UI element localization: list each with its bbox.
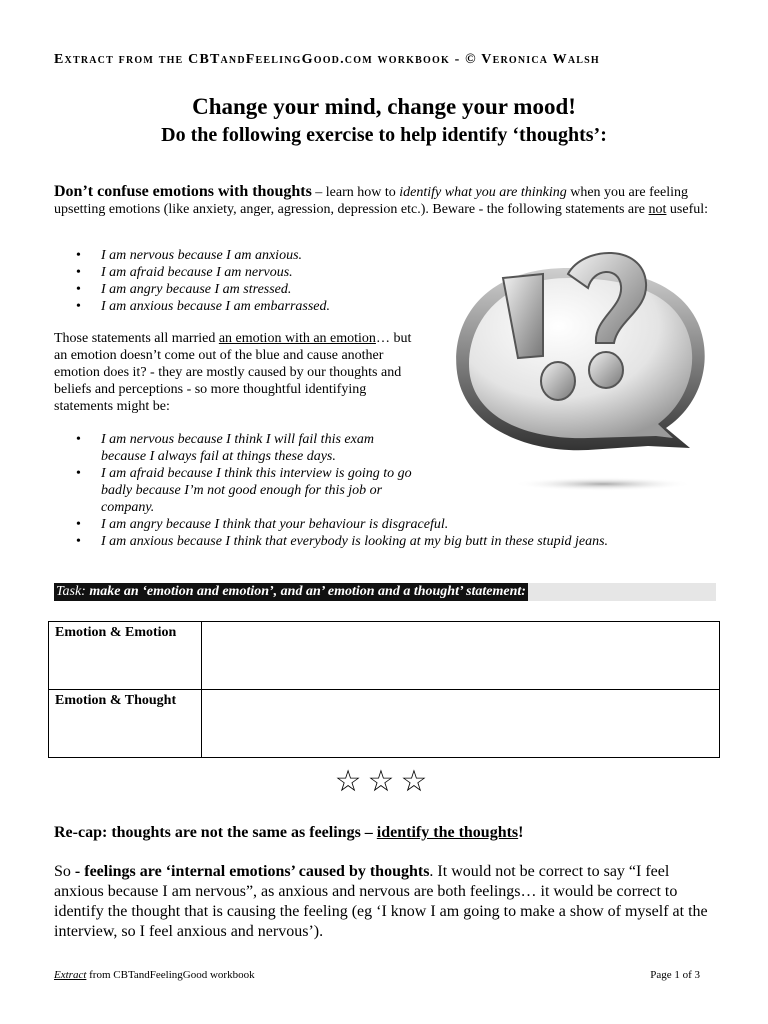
page-number: Page 1 of 3 bbox=[650, 969, 700, 981]
star-divider-icon: ☆☆☆ bbox=[334, 764, 434, 799]
explanation-text: Those statements all married bbox=[54, 331, 219, 346]
recap-underlined: identify the thoughts bbox=[376, 824, 519, 841]
exercise-table bbox=[48, 621, 720, 758]
list-item: • I am nervous because I am anxious. bbox=[76, 247, 330, 264]
task-prefix: Task: bbox=[56, 584, 86, 599]
answer-cell-emotion-emotion[interactable] bbox=[202, 622, 720, 690]
list-item: • I am angry because I am stressed. bbox=[76, 281, 330, 298]
summary-rest: . It would not be correct to say “I feel anxious because I am nervous”, as anxious and nervous are both feelings… it would be correct to identify the thought that is causing the feeling (eg ‘I know I am going to make a show of myself at the interview, so I feel anxious and nervous’). bbox=[54, 863, 708, 940]
footer-source bbox=[54, 969, 255, 981]
row-label: Emotion & Thought bbox=[49, 690, 202, 758]
list-item: • I am anxious because I think that everybody is looking at my big butt in these stupid jeans. bbox=[76, 533, 696, 550]
list-item: • I am afraid because I think this interview is going to go badly because I’m not good enough for this job or company. bbox=[76, 465, 421, 516]
explanation-paragraph bbox=[54, 330, 412, 415]
page-subtitle: Do the following exercise to help identify ‘thoughts’: bbox=[161, 124, 607, 146]
page-title: Change your mind, change your mood! bbox=[192, 94, 576, 119]
task-text: make an ‘emotion and emotion’, and an’ emotion and a thought’ statement: bbox=[85, 584, 526, 599]
summary-bold: - feelings are ‘internal emotions’ caused by thoughts bbox=[74, 863, 430, 880]
document-header: Extract from the CBTandFeelingGood.com workbook - © Veronica Walsh bbox=[54, 52, 600, 67]
task-label bbox=[54, 583, 528, 601]
list-item: • I am afraid because I am nervous. bbox=[76, 264, 330, 281]
summary-start: So bbox=[54, 863, 75, 880]
intro-dash: – learn how to bbox=[311, 185, 400, 200]
table-row bbox=[49, 690, 720, 758]
good-statements-list bbox=[76, 431, 696, 550]
list-item: • I am angry because I think that your behaviour is disgraceful. bbox=[76, 516, 696, 533]
intro-paragraph bbox=[54, 183, 714, 218]
explanation-text-2: … but an emotion doesn’t come out of the blue and cause another emotion does it? - they are mostly caused by our thoughts and beliefs and perceptions - so more thoughtful identifying statements might be: bbox=[54, 331, 412, 414]
table-row bbox=[49, 622, 720, 690]
row-label: Emotion & Emotion bbox=[49, 622, 202, 690]
recap-text: Re-cap: thoughts are not the same as feelings – bbox=[54, 824, 377, 841]
task-bar bbox=[54, 583, 716, 601]
recap-end: ! bbox=[518, 824, 524, 841]
answer-cell-emotion-thought[interactable] bbox=[202, 690, 720, 758]
footer-extract: Extract bbox=[54, 969, 87, 981]
list-item: • I am nervous because I think I will fail this exam because I always fail at things these days. bbox=[76, 431, 421, 465]
intro-rest-2: useful: bbox=[666, 202, 709, 217]
footer-from: from CBTandFeelingGood workbook bbox=[86, 969, 255, 981]
intro-emphasis: identify what you are thinking bbox=[399, 185, 567, 200]
summary-paragraph bbox=[54, 862, 714, 942]
bad-statements-list bbox=[76, 247, 330, 315]
list-item: • I am anxious because I am embarrassed. bbox=[76, 298, 330, 315]
intro-not: not bbox=[648, 202, 667, 217]
intro-lead: Don’t confuse emotions with thoughts bbox=[54, 183, 312, 200]
intro-rest: when you are feeling upsetting emotions (like anxiety, anger, agression, depression etc.). Beware - the following statements are bbox=[54, 185, 689, 217]
recap-line bbox=[54, 824, 523, 842]
explanation-underlined: an emotion with an emotion bbox=[218, 331, 376, 346]
